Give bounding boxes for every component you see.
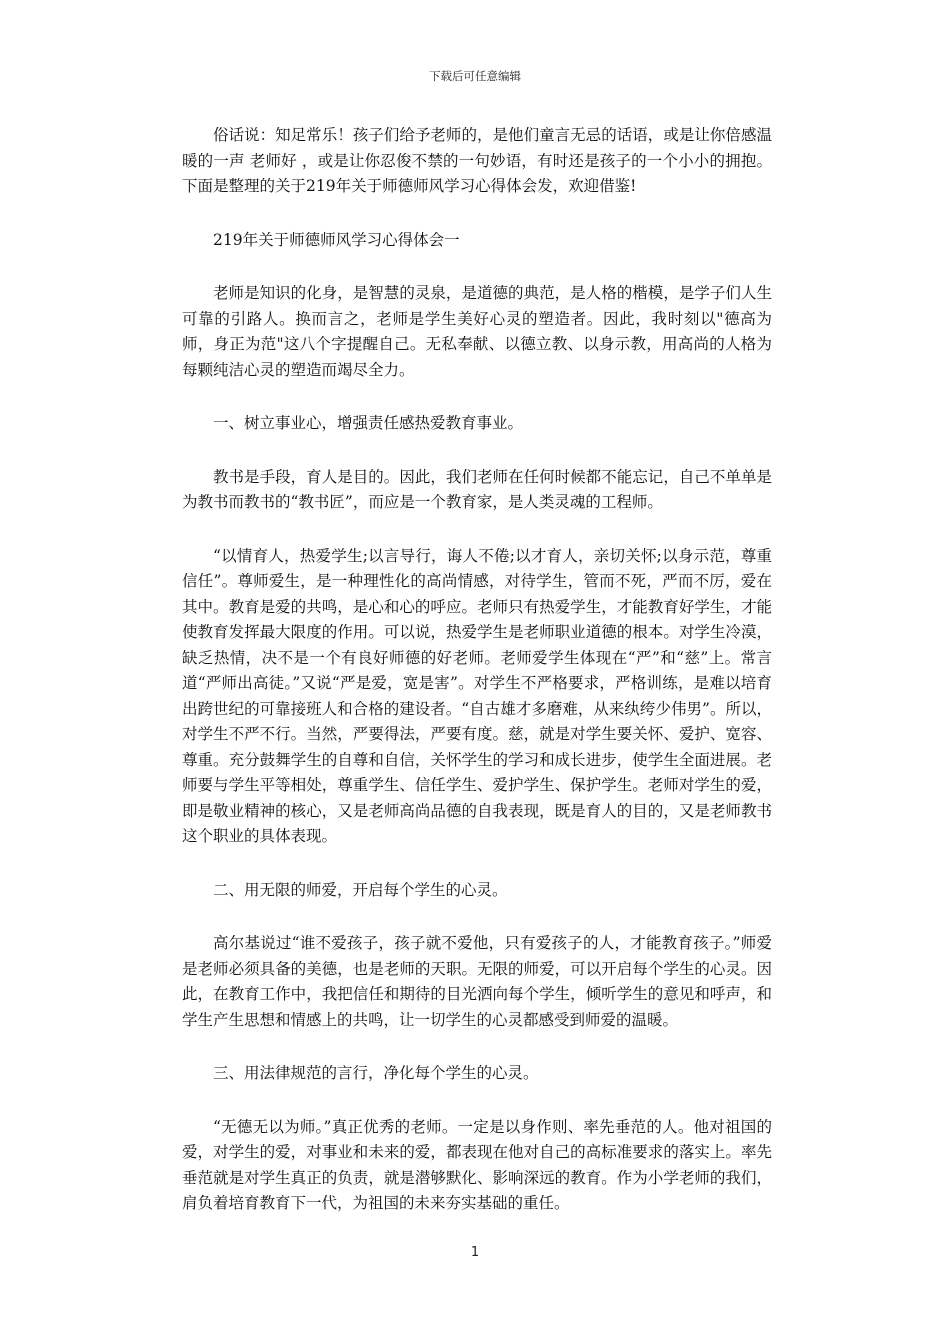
paragraph-4: 高尔基说过“谁不爱孩子，孩子就不爱他，只有爱孩子的人，才能教育孩子。”师爱是老师必须具备的美德，也是老师的天职。无限的师爱，可以开启每个学生的心灵。因此，在教育工作中，我把信任和期待的目光洒向每个学生，倾听学生的意见和呼声，和学生产生思想和情感上的共鸣，让一切学生的心灵都感受到师爱的温暖。 bbox=[182, 934, 772, 1029]
section-heading-2: 二、用无限的师爱，开启每个学生的心灵。 bbox=[213, 880, 508, 899]
section-heading-3: 三、用法律规范的言行，净化每个学生的心灵。 bbox=[213, 1064, 539, 1082]
section-heading-1: 一、树立事业心，增强责任感热爱教育事业。 bbox=[213, 414, 524, 432]
article-title: 219年关于师德师风学习心得体会一 bbox=[213, 230, 460, 249]
paragraph-3: “以情育人，热爱学生;以言导行，诲人不倦;以才育人，亲切关怀;以身示范，尊重信任”。尊师爱生，是一种理性化的高尚情感，对待学生，管而不死，严而不厉，爱在其中。教育是爱的共鸣，是心和心的呼应。老师只有热爱学生，才能教育好学生，才能使教育发挥最大限度的作用。可以说，热爱学生是老师职业道德的根本。对学生冷漠，缺乏热情，决不是一个有良好师德的好老师。老师爱学生体现在“严”和“慈”上。常言道“严师出高徒。”又说“严是爱，宽是害”。对学生不严格要求，严格训练，是难以培育出跨世纪的可靠接班人和合格的建设者。“自古雄才多磨难，从来纨绔少伟男”。所以，对学生不严不行。当然，严要得法，严要有度。慈，就是对学生要关怀、爱护、宽容、尊重。充分鼓舞学生的自尊和自信，关怀学生的学习和成长进步，使学生全面进展。老师要与学生平等相处，尊重学生、信任学生、爱护学生、保护学生。老师对学生的爱，即是敬业精神的核心，又是老师高尚品德的自我表现，既是育人的目的，又是老师教书这个职业的具体表现。 bbox=[182, 546, 772, 845]
page-number: 1 bbox=[470, 1245, 480, 1260]
paragraph-5: “无德无以为师。”真正优秀的老师。一定是以身作则、率先垂范的人。他对祖国的爱，对学生的爱，对事业和未来的爱，都表现在他对自己的高标准要求的落实上。率先垂范就是对学生真正的负责，就是潜够默化、影响深远的教育。作为小学老师的我们，肩负着培育教育下一代，为祖国的未来夯实基础的重任。 bbox=[182, 1117, 772, 1212]
paragraph-1: 老师是知识的化身，是智慧的灵泉，是道德的典范，是人格的楷模，是学子们人生可靠的引路人。换而言之，老师是学生美好心灵的塑造者。因此，我时刻以"德高为师，身正为范"这八个字提醒自己。无私奉献、以德立教、以身示教，用高尚的人格为每颗纯洁心灵的塑造而竭尽全力。 bbox=[182, 284, 772, 379]
page-header: 下载后可任意编辑 bbox=[429, 69, 521, 83]
intro-paragraph: 俗话说：知足常乐！孩子们给予老师的，是他们童言无忌的话语，或是让你倍感温暖的一声 老师好 ，或是让你忍俊不禁的一句妙语，有时还是孩子的一个小小的拥抱。下面是整理的关于219年关于师德师风学习心得体会发，欢迎借鉴! bbox=[182, 126, 772, 195]
document-body bbox=[182, 123, 772, 1217]
paragraph-2: 教书是手段，育人是目的。因此，我们老师在任何时候都不能忘记，自己不单单是为教书而教书的“教书匠”，而应是一个教育家，是人类灵魂的工程师。 bbox=[182, 467, 772, 511]
